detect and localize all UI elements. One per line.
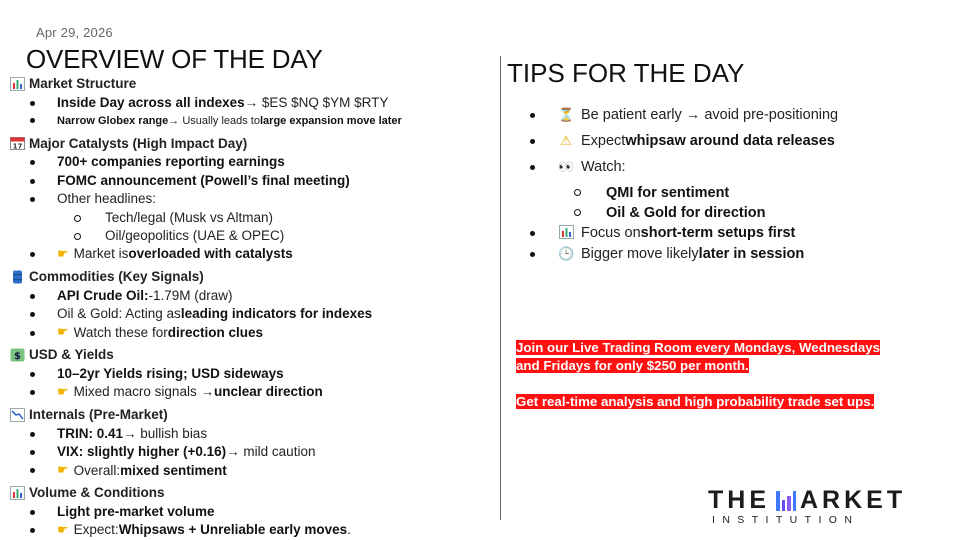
svg-text:17: 17 — [12, 142, 23, 151]
svg-text:$: $ — [14, 350, 21, 362]
tips-column — [520, 105, 940, 270]
column-divider — [500, 56, 501, 520]
section-heading-text: Market Structure — [29, 76, 137, 91]
pointing-hand-icon: ☛ — [57, 324, 69, 340]
tip-item: ⚠ Expect whipsaw around data releases — [520, 131, 940, 151]
logo-m-bars-icon — [776, 491, 796, 511]
promo-banner — [516, 339, 956, 429]
list-item: VIX: slightly higher (+0.16) → mild caution — [10, 442, 495, 460]
section-market-structure — [10, 74, 495, 130]
section-heading-text: Major Catalysts (High Impact Day) — [29, 135, 248, 151]
date-label: Apr 29, 2026 — [36, 25, 113, 40]
section-heading — [10, 345, 495, 364]
section-heading-text: Internals (Pre-Market) — [29, 407, 168, 423]
section-commodities — [10, 267, 495, 341]
currency-exchange-icon — [10, 348, 25, 362]
logo-word-institution: INSTITUTION — [712, 514, 860, 526]
list-item: Light pre-market volume — [10, 502, 495, 520]
list-item: Narrow Globex range → Usually leads to large expansion move later — [10, 111, 495, 129]
pointing-hand-icon: ☛ — [57, 383, 69, 399]
logo-word-the: THE — [708, 486, 770, 514]
eyes-icon: 👀 — [558, 159, 575, 174]
list-item: ☛ Mixed macro signals → unclear direction — [10, 383, 495, 401]
section-heading — [10, 267, 495, 286]
list-item: API Crude Oil: -1.79M (draw) — [10, 286, 495, 304]
list-item: ☛ Market is overloaded with catalysts — [10, 245, 495, 263]
tip-subitem: Oil & Gold for direction — [520, 203, 940, 222]
pointing-hand-icon: ☛ — [57, 521, 69, 537]
list-item: 700+ companies reporting earnings — [10, 153, 495, 171]
tip-item: 👀 Watch: — [520, 157, 940, 177]
section-heading — [10, 405, 495, 424]
list-item: Oil & Gold: Acting as leading indicators for indexes — [10, 305, 495, 323]
overview-title: OVERVIEW OF THE DAY — [26, 44, 323, 74]
section-volume-conditions — [10, 483, 495, 539]
bar-chart-icon — [10, 77, 25, 91]
clock-icon: 🕒 — [558, 246, 575, 261]
section-usd-yields — [10, 345, 495, 401]
hourglass-icon: ⏳ — [558, 107, 575, 122]
list-item: FOMC announcement (Powell’s final meeting) — [10, 171, 495, 189]
list-item: Other headlines: — [10, 190, 495, 208]
section-heading — [10, 74, 495, 93]
bar-chart-icon — [558, 225, 574, 242]
chart-decreasing-icon — [10, 408, 25, 422]
section-heading-text: Volume & Conditions — [29, 485, 165, 501]
tips-title: TIPS FOR THE DAY — [507, 58, 745, 88]
warning-icon: ⚠ — [560, 133, 572, 148]
list-item: 10–2yr Yields rising; USD sideways — [10, 364, 495, 382]
promo-line-3: Get real-time analysis and high probability trade set ups. — [516, 394, 875, 409]
logo-word-market: ARKET — [800, 486, 907, 514]
list-subitem: Tech/legal (Musk vs Altman) — [10, 208, 495, 226]
promo-line-2: and Fridays for only $250 per month. — [516, 358, 749, 373]
calendar-icon — [10, 136, 25, 150]
list-item: ☛ Overall: mixed sentiment — [10, 461, 495, 479]
market-institution-logo — [708, 487, 938, 526]
bar-chart-icon — [10, 486, 25, 500]
overview-column — [10, 70, 495, 539]
pointing-hand-icon: ☛ — [57, 245, 69, 261]
pointing-hand-icon: ☛ — [57, 462, 69, 478]
section-internals — [10, 405, 495, 479]
tip-item: 🕒 Bigger move likely later in session — [520, 244, 940, 264]
list-item: ☛ Watch these for direction clues — [10, 323, 495, 341]
list-subitem: Oil/geopolitics (UAE & OPEC) — [10, 226, 495, 244]
oil-barrel-icon — [10, 270, 25, 284]
tip-item: ⏳ Be patient early → avoid pre-positioning — [520, 105, 940, 125]
section-heading — [10, 483, 495, 502]
tip-item: Focus on short-term setups first — [520, 223, 940, 243]
list-item: ☛ Expect: Whipsaws + Unreliable early moves . — [10, 521, 495, 539]
section-major-catalysts — [10, 134, 495, 263]
promo-line-1: Join our Live Trading Room every Mondays, Wednesdays — [516, 340, 881, 355]
section-heading-text: Commodities (Key Signals) — [29, 269, 204, 285]
list-item: Inside Day across all indexes → $ES $NQ $YM $RTY — [10, 93, 495, 111]
tip-subitem: QMI for sentiment — [520, 183, 940, 202]
section-heading-text: USD & Yields — [29, 347, 114, 363]
section-heading — [10, 134, 495, 153]
list-item: TRIN: 0.41 → bullish bias — [10, 424, 495, 442]
